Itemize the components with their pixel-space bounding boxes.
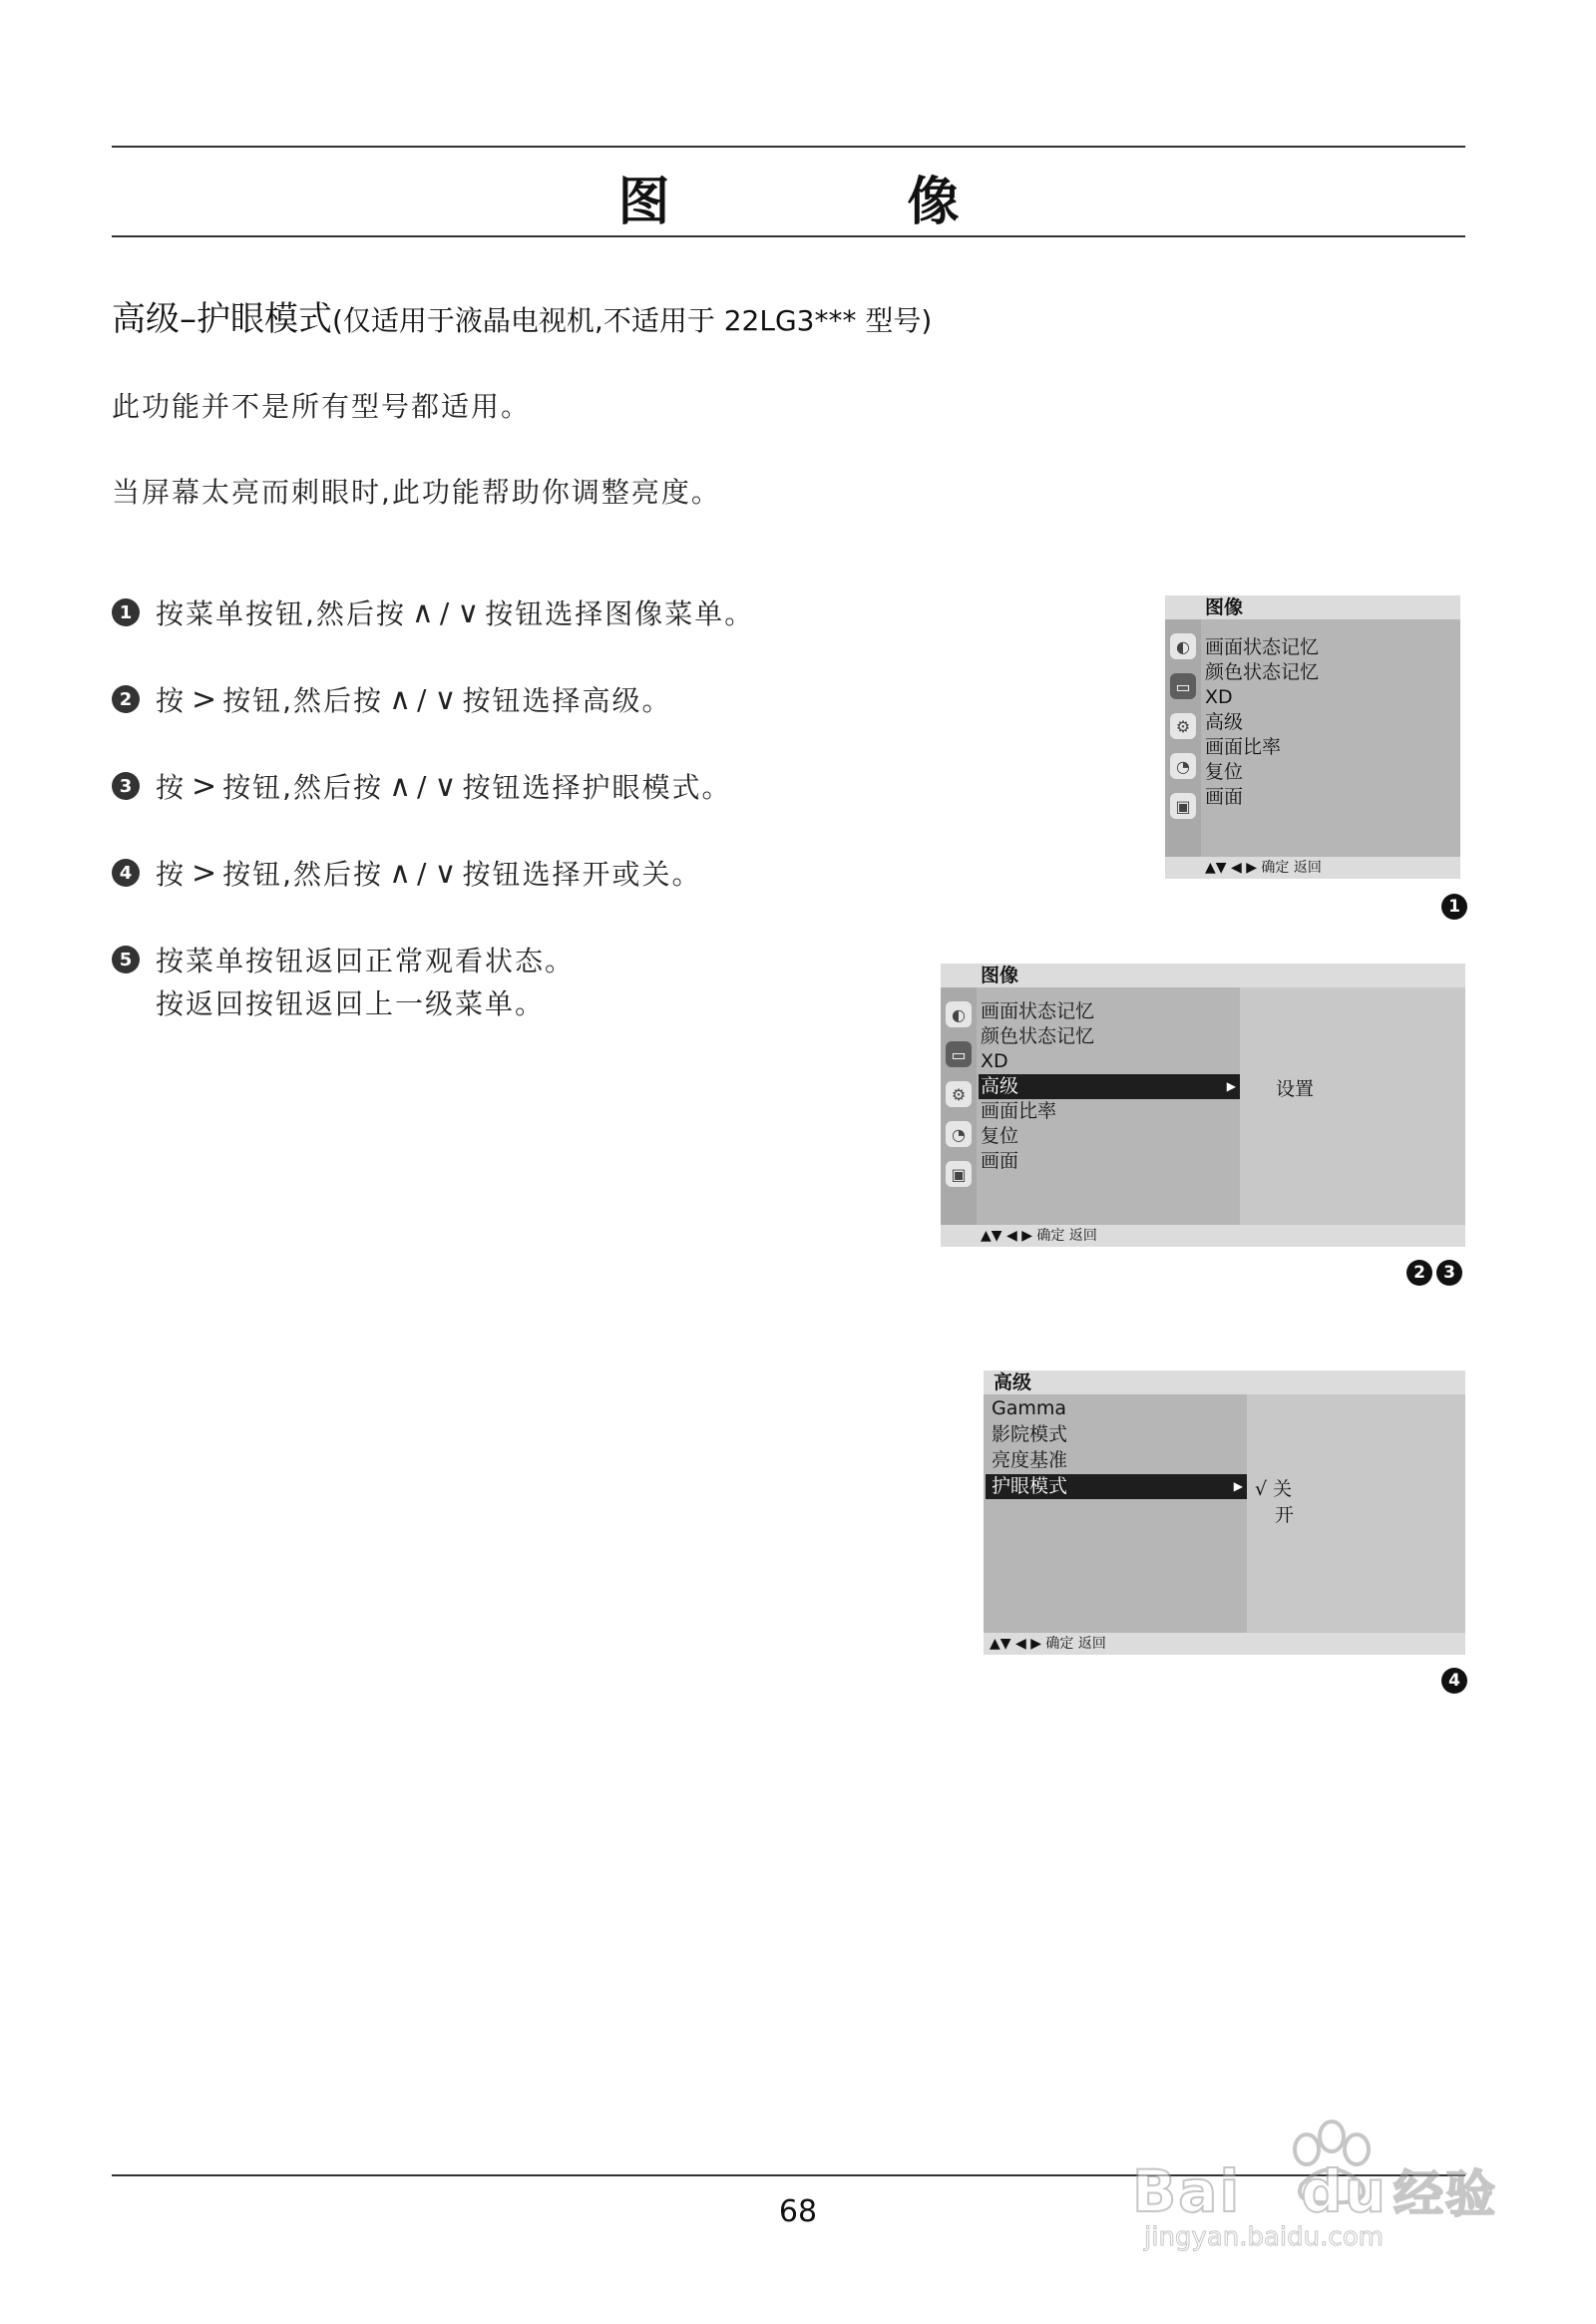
down-arrow-icon: ∨ <box>457 594 480 630</box>
down-arrow-icon: ∨ <box>434 681 457 717</box>
figure-number: 1 <box>1441 894 1467 920</box>
slash: / <box>417 856 429 890</box>
right-arrow-icon: > <box>192 681 217 717</box>
figure-mark-1 <box>1441 894 1467 920</box>
step-number: 2 <box>112 685 140 713</box>
figure-number: 4 <box>1441 1668 1467 1694</box>
section-heading <box>112 291 932 340</box>
down-arrow-icon: ∨ <box>434 768 457 804</box>
step-text: 按钮选择高级。 <box>462 684 672 717</box>
right-arrow-icon: > <box>192 768 217 804</box>
step-number: 1 <box>112 598 140 626</box>
osd-item: 画面状态记忆 <box>1205 636 1320 658</box>
up-arrow-icon: ∧ <box>411 594 434 630</box>
step-text: 按钮,然后按 <box>222 684 384 717</box>
step-text: 按钮选择图像菜单。 <box>485 597 755 630</box>
submenu-arrow-icon: ▶ <box>1233 1479 1243 1493</box>
lock-icon: ▣ <box>946 1161 972 1187</box>
osd-item: XD <box>1205 686 1233 708</box>
osd-submenu-panel <box>1240 987 1465 1225</box>
submenu-arrow-icon: ▶ <box>1226 1079 1236 1093</box>
step-text: 按钮选择护眼模式。 <box>462 771 732 804</box>
osd-header: 图像 <box>1165 595 1460 619</box>
osd-item: 画面 <box>981 1150 1019 1172</box>
step-text: 按钮选择开或关。 <box>462 858 702 891</box>
slash: / <box>439 595 452 629</box>
watermark-url: jingyan.baidu.com <box>1144 2222 1384 2252</box>
osd-item-label: 护眼模式 <box>992 1475 1068 1497</box>
osd-item: 画面状态记忆 <box>981 1000 1095 1022</box>
step-number: 5 <box>112 946 140 973</box>
up-arrow-icon: ∧ <box>389 768 412 804</box>
step-text: 按菜单按钮,然后按 <box>156 597 406 630</box>
osd-icon-column <box>941 987 977 1225</box>
gear-icon: ⚙ <box>1170 713 1196 739</box>
watermark-brand-2: du <box>1301 2157 1389 2225</box>
osd-item: 亮度基准 <box>992 1449 1068 1471</box>
osd-item: 画面 <box>1205 786 1244 808</box>
picture-icon: ▭ <box>946 1041 972 1067</box>
osd-item-label: 高级 <box>981 1075 1019 1097</box>
figure-number: 2 <box>1406 1260 1432 1286</box>
intro-line-1: 此功能并不是所有型号都适用。 <box>112 390 532 423</box>
osd-item-selected <box>979 1074 1240 1099</box>
up-arrow-icon: ∧ <box>389 681 412 717</box>
osd-option-on: 开 <box>1275 1504 1295 1526</box>
osd-submenu-value: 设置 <box>1276 1078 1315 1100</box>
step-text: 按菜单按钮返回正常观看状态。 <box>156 945 576 977</box>
step-5 <box>112 940 575 979</box>
osd-advanced-menu <box>984 1370 1465 1655</box>
step-number: 3 <box>112 772 140 800</box>
osd-item: 影院模式 <box>992 1423 1068 1445</box>
slash: / <box>417 769 429 803</box>
osd-option-off: √ 关 <box>1255 1478 1293 1500</box>
lock-icon: ▣ <box>1170 793 1196 819</box>
osd-picture-menu-advanced-selected <box>941 964 1465 1247</box>
right-arrow-icon: > <box>192 855 217 891</box>
step-text: 按 <box>156 771 187 804</box>
gear-icon: ⚙ <box>946 1081 972 1107</box>
figure-mark-2-3 <box>1406 1260 1462 1286</box>
osd-header: 图像 <box>941 964 1465 987</box>
osd-footer: ▲▼ ◀ ▶ 确定 返回 <box>984 1633 1465 1655</box>
step-4 <box>112 853 701 893</box>
osd-item: 高级 <box>1205 711 1244 733</box>
osd-item-selected <box>986 1474 1247 1499</box>
step-3 <box>112 766 731 806</box>
step-text: 按 <box>156 684 187 717</box>
down-arrow-icon: ∨ <box>434 855 457 891</box>
page-number: 68 <box>778 2194 818 2229</box>
baidu-watermark <box>1132 2115 1511 2254</box>
osd-header: 高级 <box>984 1370 1465 1394</box>
antenna-icon: ◐ <box>946 1001 972 1027</box>
step-text: 按钮,然后按 <box>222 858 384 891</box>
step-5-line-2: 按返回按钮返回上一级菜单。 <box>156 987 546 1020</box>
watermark-brand: Bai <box>1132 2157 1242 2225</box>
osd-item: 复位 <box>1205 761 1244 783</box>
osd-footer: ▲▼ ◀ ▶ 确定 返回 <box>941 1225 1465 1247</box>
step-text: 按钮,然后按 <box>222 771 384 804</box>
osd-item: XD <box>981 1050 1008 1072</box>
section-heading-note: (仅适用于液晶电视机,不适用于 22LG3*** 型号) <box>332 304 933 337</box>
antenna-icon: ◐ <box>1170 633 1196 659</box>
figure-mark-4 <box>1441 1668 1467 1694</box>
osd-picture-menu <box>1165 595 1460 879</box>
osd-icon-column <box>1165 619 1201 857</box>
picture-icon: ▭ <box>1170 673 1196 699</box>
up-arrow-icon: ∧ <box>389 855 412 891</box>
section-heading-main: 高级–护眼模式 <box>112 299 332 339</box>
step-1 <box>112 592 754 632</box>
step-number: 4 <box>112 859 140 887</box>
osd-item: 画面比率 <box>981 1100 1057 1122</box>
timer-icon: ◔ <box>946 1121 972 1147</box>
timer-icon: ◔ <box>1170 753 1196 779</box>
intro-line-2: 当屏幕太亮而刺眼时,此功能帮助你调整亮度。 <box>112 476 721 509</box>
osd-item: Gamma <box>992 1397 1067 1419</box>
page-title: 图 像 <box>617 173 1069 232</box>
slash: / <box>417 682 429 716</box>
title-rule <box>112 235 1465 237</box>
osd-item: 画面比率 <box>1205 736 1282 758</box>
osd-item: 颜色状态记忆 <box>1205 661 1320 683</box>
step-text: 按 <box>156 858 187 891</box>
step-2 <box>112 679 671 719</box>
osd-item: 复位 <box>981 1125 1019 1147</box>
figure-number: 3 <box>1436 1260 1462 1286</box>
top-rule <box>112 146 1465 148</box>
watermark-cn: 经验 <box>1394 2165 1498 2223</box>
osd-footer: ▲▼ ◀ ▶ 确定 返回 <box>1165 857 1460 879</box>
osd-item: 颜色状态记忆 <box>981 1025 1095 1047</box>
